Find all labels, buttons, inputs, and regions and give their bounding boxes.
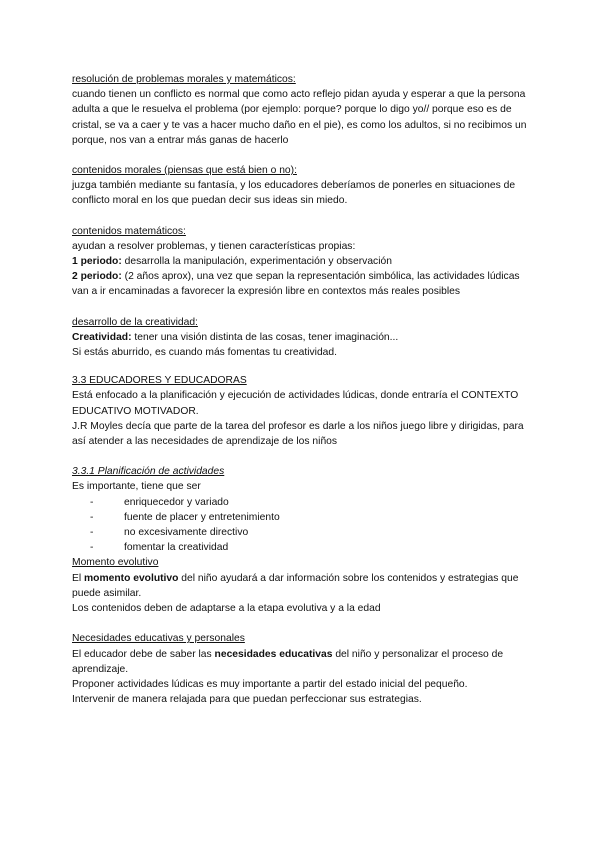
section-heading: contenidos matemáticos: (72, 225, 186, 237)
paragraph: Intervenir de manera relajada para que puedan perfeccionar sus estrategias. (72, 694, 422, 706)
list-item: - no excesivamente directivo (90, 525, 532, 540)
section-heading: 3.3 EDUCADORES Y EDUCADORAS (72, 375, 247, 387)
necesidades-pre: El educador debe de saber las (72, 648, 215, 660)
momento-pre: El (72, 572, 85, 584)
periodo-2-label: 2 periodo: (72, 271, 122, 283)
paragraph: Los contenidos deben de adaptarse a la etapa evolutiva y a la edad (72, 603, 381, 615)
paragraph: ayudan a resolver problemas, y tienen características propias: (72, 240, 356, 252)
requirements-list (72, 495, 532, 556)
list-item: - enriquecedor y variado (90, 495, 532, 510)
section-heading: contenidos morales (piensas que está bien o no): (72, 165, 297, 177)
section-creatividad (72, 315, 532, 361)
creatividad-line (72, 330, 532, 345)
list-item: - fomentar la creatividad (90, 540, 532, 555)
section-heading: 3.3.1 Planificación de actividades (72, 466, 225, 478)
periodo-1 (72, 254, 532, 269)
necesidades-paragraph (72, 647, 532, 677)
section-contenidos-matematicos (72, 224, 532, 300)
creatividad-text: tener una visión distinta de las cosas, tener imaginación... (131, 331, 399, 343)
section-problemas (72, 72, 532, 148)
section-heading: desarrollo de la creatividad: (72, 316, 198, 328)
section-necesidades (72, 631, 532, 707)
paragraph: Proponer actividades lúdicas es muy importante a partir del estado inicial del pequeño. (72, 678, 468, 690)
section-planificacion (72, 464, 532, 616)
section-heading: resolución de problemas morales y matemáticos: (72, 74, 296, 85)
paragraph: juzga también mediante su fantasía, y los educadores deberíamos de ponerles en situaciones de conflicto moral en los que puedan decir sus ideas sin miedo. (72, 180, 516, 207)
list-item: - fuente de placer y entretenimiento (90, 510, 532, 525)
paragraph: Está enfocado a la planificación y ejecución de actividades lúdicas, donde entraría el CONTEXTO EDUCATIVO MOTIVADOR. (72, 390, 519, 417)
periodo-2 (72, 269, 532, 299)
paragraph: J.R Moyles decía que parte de la tarea del profesor es darle a los niños juego libre y dirigidas, para así atender a las necesidades de aprendizaje de los niños (72, 420, 524, 448)
periodo-1-label: 1 periodo: (72, 256, 122, 268)
section-heading: Necesidades educativas y personales (72, 633, 245, 645)
subsection-heading: Momento evolutivo (72, 557, 159, 569)
momento-paragraph (72, 571, 532, 601)
creatividad-label: Creatividad: (72, 331, 132, 343)
section-educadores (72, 373, 532, 449)
momento-bold: momento evolutivo (84, 572, 179, 584)
necesidades-bold: necesidades educativas (214, 648, 333, 660)
paragraph: Si estás aburrido, es cuando más fomentas tu creatividad. (72, 347, 337, 359)
paragraph: cuando tienen un conflicto es normal que como acto reflejo pidan ayuda y esperar a que la persona adulta a que le resuelva el problema (por ejemplo: porque? porque lo digo yo// porque eso es de cristal, se va a caer y te vas a hacer mucho daño en el pie), es como los adultos, si no recibimos un porque, nos van a entrar más ganas de hacerlo (72, 89, 527, 146)
necesidades-post: del niño y personalizar el proceso de aprendizaje. (72, 648, 504, 675)
periodo-1-text: desarrolla la manipulación, experimentación y observación (121, 256, 392, 268)
paragraph: Es importante, tiene que ser (72, 481, 201, 493)
section-contenidos-morales (72, 163, 532, 209)
momento-post: del niño ayudará a dar información sobre los contenidos y estrategias que puede asimilar. (72, 572, 519, 599)
document-page (72, 72, 532, 722)
periodo-2-text: (2 años aprox), una vez que sepan la representación simbólica, las actividades lúdicas van a ir encaminadas a favorecer la expresión libre en contextos más reales posibles (72, 271, 520, 298)
